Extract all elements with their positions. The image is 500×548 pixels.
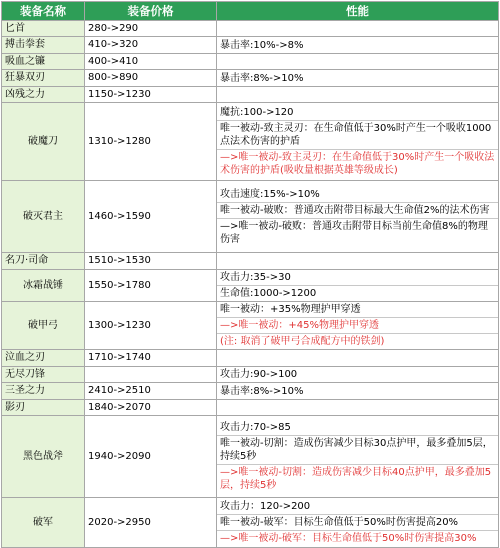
table-row [2,21,499,37]
table-row [2,103,499,181]
table-row [2,367,499,383]
attr-line-changed: —>唯一被动-致主灵刃：在生命值低于30%时产生一个吸收法术伤害的护盾(吸收量根据英雄等级成长) [217,149,498,178]
attr-line: 攻击力：120->200 [220,501,311,512]
attr-line: 唯一被动-切割：造成伤害减少目标30点护甲，最多叠加5层，持续5秒 [217,435,498,464]
attr-line: 暴击率:10%->8% [220,39,304,51]
attr-line: —>唯一被动-破败：普通攻击附带目标当前生命值8%的物理伤害 [217,218,498,247]
item-name: 黑色战斧 [2,416,85,498]
item-name: 影刃 [2,400,85,416]
table-row [2,416,499,498]
item-name: 三圣之力 [2,383,85,400]
item-price: 800->890 [85,70,217,87]
item-name: 破军 [2,498,85,548]
item-price: 1710->1740 [85,350,217,367]
table-row [2,70,499,87]
attr-line: 唯一被动-致主灵刃：在生命值低于30%时产生一个吸收1000点法术伤害的护盾 [217,120,498,149]
item-name: 破灭君主 [2,181,85,253]
item-name: 名刀·司命 [2,253,85,270]
item-attr [217,87,499,103]
header-attr: 性能 [217,2,499,21]
item-price: 1460->1590 [85,181,217,253]
item-name: 破甲弓 [2,302,85,350]
item-attr [217,54,499,70]
table-row [2,253,499,270]
item-attr [217,270,499,302]
item-attr [217,21,499,37]
item-price: 280->290 [85,21,217,37]
item-price: 410->320 [85,37,217,54]
item-attr [217,37,499,54]
item-attr [217,367,499,383]
item-name: 吸血之镰 [2,54,85,70]
item-price: 1150->1230 [85,87,217,103]
attr-line: 唯一被动-破军：目标生命值低于50%时伤害提高20% [217,514,498,530]
attr-line: 攻击力:70->85 [220,422,291,433]
attr-line: 唯一被动：+35%物理护甲穿透 [220,304,361,315]
item-attr [217,416,499,498]
table-row [2,383,499,400]
equipment-table [1,1,499,548]
header-row [2,2,499,21]
item-name: 匕首 [2,21,85,37]
attr-line-note: (注: 取消了破甲弓合成配方中的铁剑) [217,333,498,349]
header-price: 装备价格 [85,2,217,21]
table-row [2,498,499,548]
item-price: 2410->2510 [85,383,217,400]
item-price: 2020->2950 [85,498,217,548]
attr-line: 唯一被动-破败：普通攻击附带目标最大生命值2%的法术伤害 [217,202,498,218]
item-name: 破魔刀 [2,103,85,181]
item-price: 1550->1780 [85,270,217,302]
item-price: 1310->1280 [85,103,217,181]
header-name: 装备名称 [2,2,85,21]
attr-line-changed: —>唯一被动：+45%物理护甲穿透 [217,317,498,333]
table-row [2,350,499,367]
attr-line: 生命值:1000->1200 [217,285,498,301]
item-price: 1940->2090 [85,416,217,498]
attr-line: 攻击力:35->30 [220,272,291,283]
item-attr [217,70,499,87]
item-name: 狂暴双刃 [2,70,85,87]
item-attr [217,400,499,416]
attr-line: 攻击速度:15%->10% [220,188,320,200]
item-name: 凶残之力 [2,87,85,103]
item-name: 泣血之刃 [2,350,85,367]
attr-line: 魔抗:100->120 [220,107,294,118]
item-price: 1840->2070 [85,400,217,416]
item-price: 400->410 [85,54,217,70]
table-row [2,87,499,103]
item-price [85,367,217,383]
attr-line: 暴击率:8%->10% [220,72,304,84]
item-name: 无尽刀锋 [2,367,85,383]
table-row [2,400,499,416]
item-attr [217,383,499,400]
attr-line-changed: —>唯一被动-破军：目标生命值低于50%时伤害提高30% [217,530,498,546]
item-price: 1510->1530 [85,253,217,270]
table-row [2,302,499,350]
item-attr [217,302,499,350]
table-row [2,54,499,70]
attr-line-changed: —>唯一被动-切割：造成伤害减少目标40点护甲，最多叠加5层，持续5秒 [217,464,498,493]
item-name: 搏击拳套 [2,37,85,54]
attr-line: 暴击率:8%->10% [220,385,304,397]
item-attr [217,498,499,548]
item-attr [217,253,499,270]
item-attr [217,181,499,253]
table-row [2,181,499,253]
item-price: 1300->1230 [85,302,217,350]
table-row [2,270,499,302]
attr-line: 攻击力:90->100 [220,369,298,380]
item-name: 冰霜战锤 [2,270,85,302]
item-attr [217,103,499,181]
table-row [2,37,499,54]
item-attr [217,350,499,367]
